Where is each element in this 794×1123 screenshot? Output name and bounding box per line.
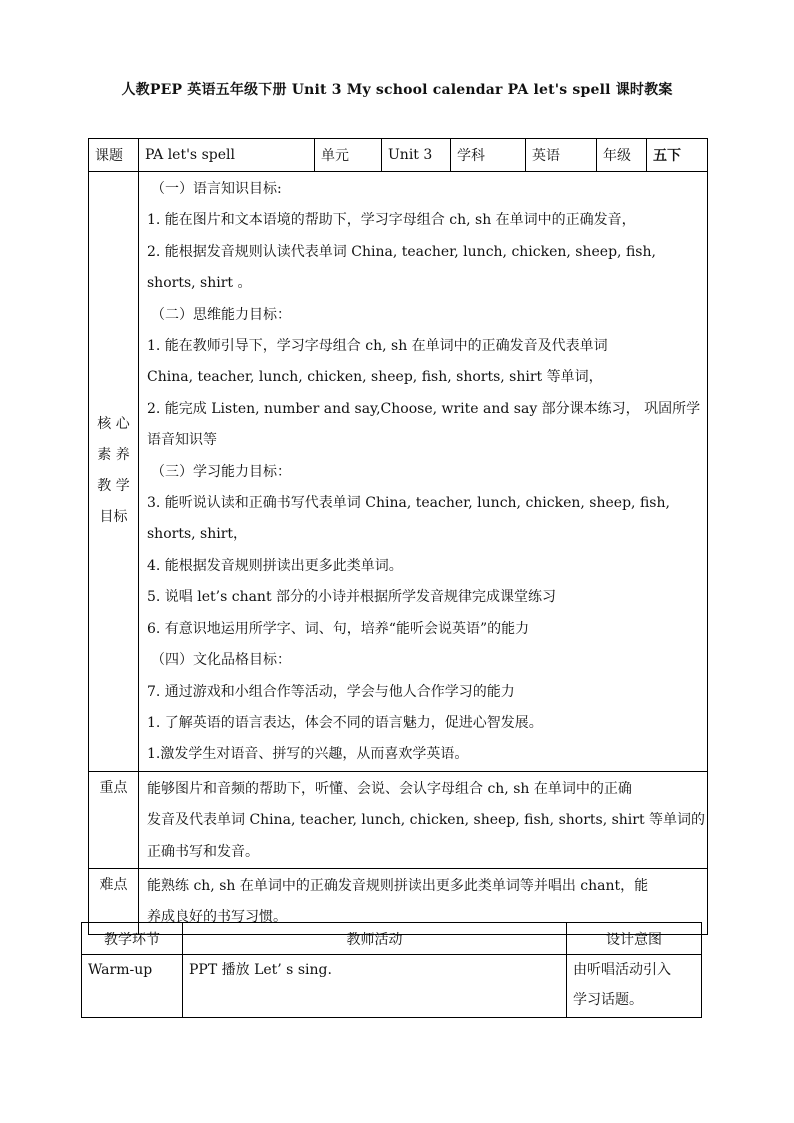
process-header-row <box>82 923 702 955</box>
document-title: 人教PEP 英语五年级下册 Unit 3 My school calendar PA let's spell 课时教案 <box>121 82 673 98</box>
objective-line: 1. 能在教师引导下，学习字母组合 ch, sh 在单词中的正确发音及代表单词 <box>147 338 608 355</box>
key-points-line: 发音及代表单词 China, teacher, lunch, chicken, sheep, fish, shorts, shirt 等单词的 <box>147 812 706 829</box>
grade-value: 五下 <box>647 139 708 172</box>
objectives-label-line: 目标 <box>99 509 128 526</box>
intent-cell <box>567 955 702 1018</box>
subject-value: PA let's spell <box>139 139 315 172</box>
objective-line: shorts, shirt， <box>147 526 248 543</box>
key-points-row <box>89 771 708 868</box>
unit-value: Unit 3 <box>382 139 451 172</box>
difficulties-line: 养成良好的书写习惯。 <box>147 909 287 926</box>
activity-cell: PPT 播放 Let’ s sing. <box>183 955 567 1018</box>
intent-line: 学习话题。 <box>573 992 643 1008</box>
objectives-content <box>139 172 708 772</box>
difficulties-label: 难点 <box>89 868 139 934</box>
objective-line: 4. 能根据发音规则拼读出更多此类单词。 <box>147 557 403 574</box>
lesson-plan-table <box>88 138 708 935</box>
discipline-label: 学科 <box>451 139 526 172</box>
stage-header: 教学环节 <box>82 923 183 955</box>
header-row <box>89 139 708 172</box>
discipline-value: 英语 <box>526 139 597 172</box>
objective-line: 2. 能根据发音规则认读代表单词 China, teacher, lunch, chicken, sheep, fish, <box>147 243 656 260</box>
key-points-content <box>139 771 708 868</box>
key-points-line: 正确书写和发音。 <box>147 843 259 860</box>
objective-line: 2. 能完成 Listen, number and say,Choose, write and say 部分课本练习， 巩固所学 <box>147 400 701 417</box>
key-points-label: 重点 <box>89 771 139 868</box>
objective-line: 6. 有意识地运用所学字、词、句，培养“能听会说英语”的能力 <box>147 620 530 637</box>
objectives-label-line: 教 学 <box>97 478 130 495</box>
objective-line: 3. 能听说认读和正确书写代表单词 China, teacher, lunch, chicken, sheep, fish, <box>147 495 670 512</box>
objectives-label-line: 核 心 <box>97 416 130 433</box>
objective-line: 1. 了解英语的语言表达，体会不同的语言魅力，促进心智发展。 <box>147 714 543 731</box>
objectives-label <box>89 172 139 772</box>
objectives-row <box>89 172 708 772</box>
subject-label: 课题 <box>89 139 139 172</box>
difficulties-line: 能熟练 ch, sh 在单词中的正确发音规则拼读出更多此类单词等并唱出 chant，能 <box>147 877 649 894</box>
intent-header: 设计意图 <box>567 923 702 955</box>
objectives-heading: （四）文化品格目标： <box>151 652 291 669</box>
objectives-heading: （一）语言知识目标: <box>151 181 282 197</box>
objectives-label-line: 素 养 <box>97 447 130 464</box>
objectives-heading: （三）学习能力目标： <box>151 463 291 480</box>
objective-line: 7. 通过游戏和小组合作等活动，学会与他人合作学习的能力 <box>147 683 515 700</box>
grade-label: 年级 <box>597 139 647 172</box>
objectives-heading: （二）思维能力目标： <box>151 306 291 323</box>
objective-line: 1.激发学生对语音、拼写的兴趣，从而喜欢学英语。 <box>147 746 469 763</box>
stage-cell: Warm-up <box>82 955 183 1018</box>
intent-line: 由听唱活动引入 <box>573 962 671 978</box>
key-points-line: 能够图片和音频的帮助下，听懂、会说、会认字母组合 ch, sh 在单词中的正确 <box>147 780 632 797</box>
teaching-process-table <box>81 922 702 1018</box>
unit-label: 单元 <box>315 139 382 172</box>
objective-line: 5. 说唱 let’s chant 部分的小诗并根据所学发音规律完成课堂练习 <box>147 589 557 606</box>
table-row <box>82 955 702 1018</box>
objective-line: shorts, shirt 。 <box>147 275 252 292</box>
objective-line: China, teacher, lunch, chicken, sheep, fish, shorts, shirt 等单词， <box>147 369 603 386</box>
activity-header: 教师活动 <box>183 923 567 955</box>
objective-line: 1. 能在图片和文本语境的帮助下，学习字母组合 ch, sh 在单词中的正确发音， <box>147 212 636 229</box>
objective-line: 语音知识等 <box>147 432 217 449</box>
